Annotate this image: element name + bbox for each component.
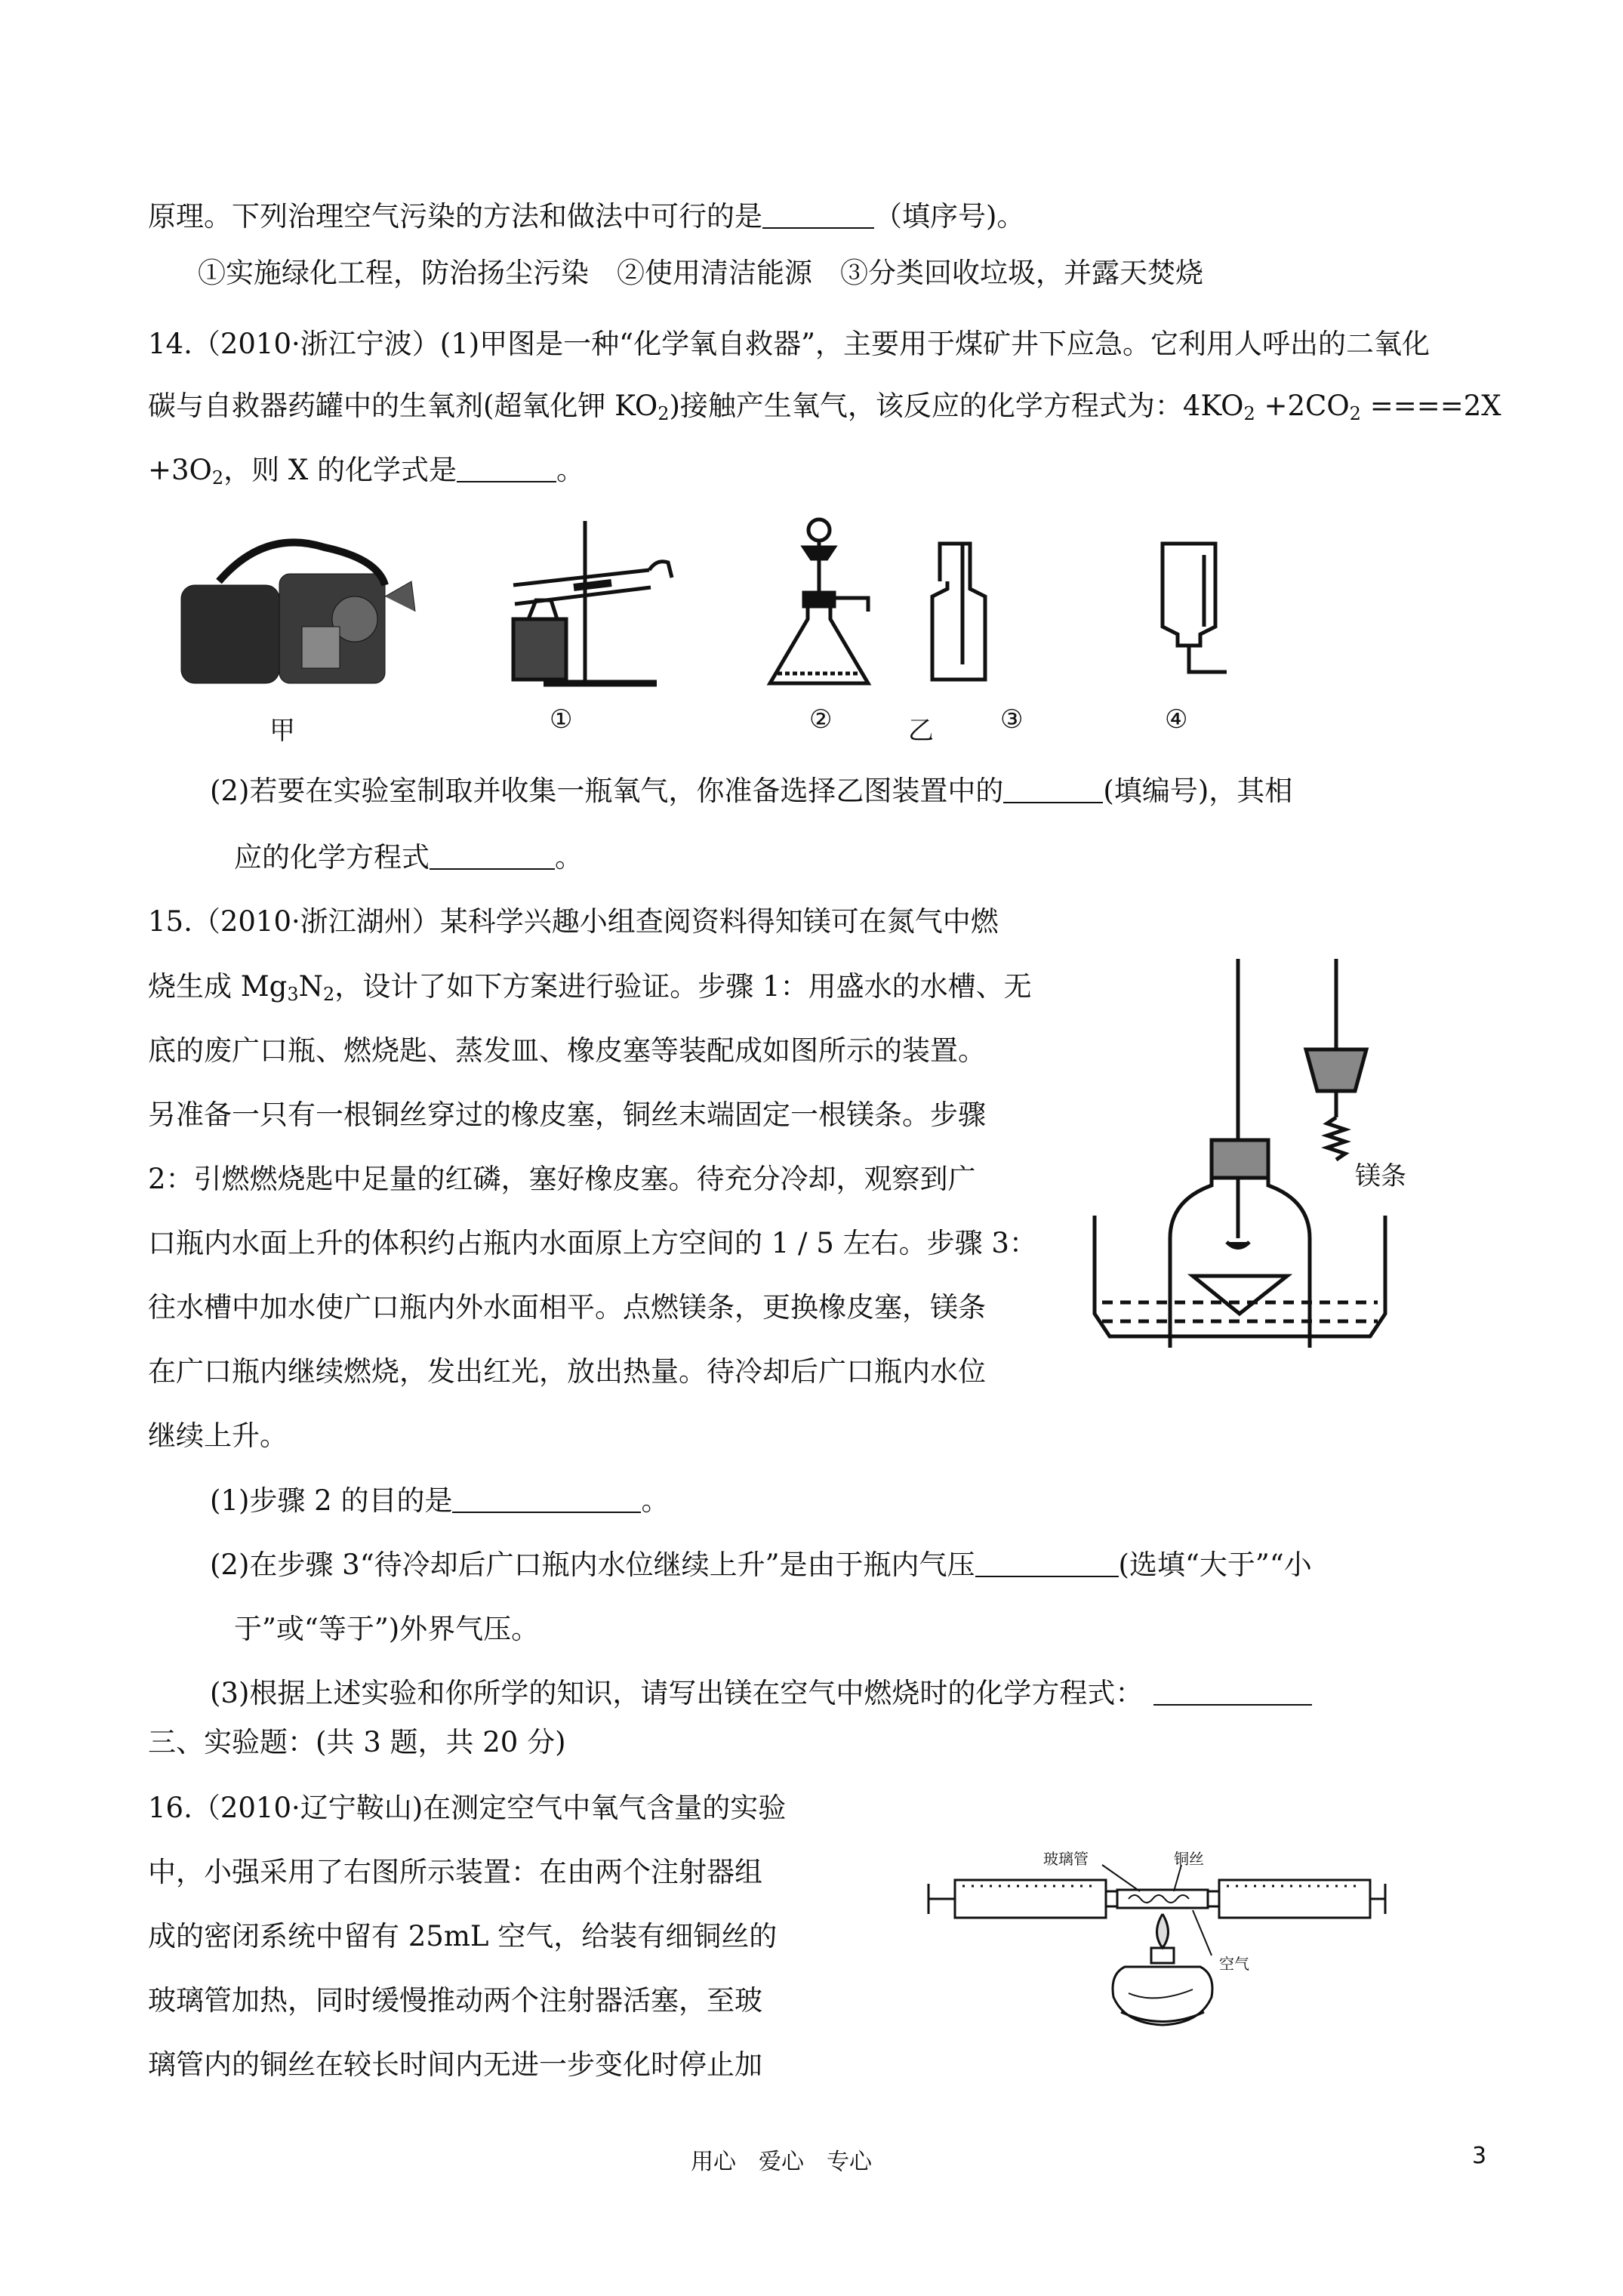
question-15-sub1 [210,1482,669,1520]
text: （填序号)。 [874,200,1025,233]
question-15-line: 15.（2010·浙江湖州）某科学兴趣小组查阅资料得知镁可在氮气中燃 [148,905,999,938]
figure-label-3: ③ [1000,704,1024,735]
text: (填编号)，其相 [1103,775,1293,807]
question-14-line: 14.（2010·浙江宁波）(1)甲图是一种“化学氧自救器”，主要用于煤矿井下应急。它利用人呼出的二氧化 [148,328,1431,360]
answer-blank [457,454,556,482]
copper-wire-label: 铜丝 [1174,1850,1204,1868]
answer-blank [452,1484,641,1513]
text-line [148,198,1024,236]
text: ====2X [1360,390,1501,422]
question-15-line: 在广口瓶内继续燃烧，发出红光，放出热量。待冷却后广口瓶内水位 [148,1355,986,1388]
text: 烧生成 Mg [148,970,288,1003]
footer-slogan: 用心 爱心 专心 [691,2149,872,2175]
subscript: 2 [211,467,224,488]
question-15-sub3 [210,1675,1312,1712]
text: (选填“大于”“小 [1118,1549,1312,1581]
answer-blank [975,1549,1119,1577]
text: +3O [148,454,212,486]
conical-flask-setup-image [770,519,868,683]
oxygen-self-rescuer-image [181,542,415,683]
text: 。 [555,841,583,874]
figure-label-4: ④ [1165,704,1188,735]
figure-label-2: ② [809,704,833,735]
subscript: 3 [287,984,299,1005]
question-16-line: 成的密闭系统中留有 25mL 空气，给装有细铜丝的 [148,1920,778,1952]
text: (1)步骤 2 的目的是 [210,1484,453,1517]
question-15-line: 口瓶内水面上升的体积约占瓶内水面原上方空间的 1 / 5 左右。步骤 3： [148,1227,1037,1259]
test-tube-setup-image [513,521,672,683]
answer-blank [762,200,874,229]
text: N [298,970,323,1003]
collection-bottle-inverted-image [1163,544,1227,672]
subscript: 2 [1349,403,1361,424]
question-15-line: 继续上升。 [148,1419,288,1452]
text: 应的化学方程式 [234,841,430,874]
question-14-line [148,451,584,489]
text: 。 [641,1484,670,1517]
question-16-line: 中，小强采用了右图所示装置：在由两个注射器组 [148,1856,762,1888]
text: )接触产生氧气，该反应的化学方程式为：4KO [669,390,1244,422]
text: ，设计了如下方案进行验证。步骤 1：用盛水的水槽、无 [334,970,1032,1003]
figure-label-yi: 乙 [908,716,934,746]
question-15-line: 另准备一只有一根铜丝穿过的橡皮塞，铜丝末端固定一根镁条。步骤 [148,1099,986,1131]
text: 原理。下列治理空气污染的方法和做法中可行的是 [148,200,762,233]
question-14-part2 [210,772,1292,810]
subscript: 2 [658,403,670,424]
text: (2)若要在实验室制取并收集一瓶氧气，你准备选择乙图装置中的 [210,775,1004,807]
page-number: 3 [1472,2143,1487,2169]
syringe-apparatus-figure [913,1842,1397,2054]
text: 。 [556,454,585,486]
glass-tube-label: 玻璃管 [1043,1850,1089,1868]
subscript: 2 [1243,403,1255,424]
question-15-line: 底的废广口瓶、燃烧匙、蒸发皿、橡皮塞等装配成如图所示的装置。 [148,1034,986,1067]
section-heading: 三、实验题：(共 3 题，共 20 分) [148,1726,566,1758]
text: +2CO [1255,390,1350,422]
text: 碳与自救器药罐中的生氧剂(超氧化钾 KO [148,390,658,422]
magnesium-strip-label: 镁条 [1355,1161,1406,1191]
question-16-line: 璃管内的铜丝在较长时间内无进一步变化时停止加 [148,2048,762,2081]
text: (3)根据上述实验和你所学的知识，请写出镁在空气中燃烧时的化学方程式： [210,1677,1144,1709]
answer-blank [430,841,555,870]
figure-label-jia: 甲 [269,716,295,746]
figure-label-1: ① [550,704,573,735]
collection-bottle-upward-image [932,544,985,680]
question-15-sub2: 于”或“等于”)外界气压。 [234,1613,540,1645]
answer-blank [1153,1677,1312,1706]
question-16-line: 玻璃管加热，同时缓慢推动两个注射器活塞，至玻 [148,1984,762,2017]
text-line: ①实施绿化工程，防治扬尘污染 ②使用清洁能源 ③分类回收垃圾，并露天焚烧 [198,257,1203,289]
question-15-line [148,968,1032,1006]
question-14-part2 [234,839,583,877]
subscript: 2 [323,984,335,1005]
answer-blank [1003,775,1103,803]
apparatus-figure [174,513,1381,755]
question-15-sub2 [210,1546,1312,1584]
question-14-line [148,387,1501,425]
magnesium-burning-apparatus-figure [1072,951,1404,1359]
question-16-line: 16.（2010·辽宁鞍山)在测定空气中氧气含量的实验 [148,1792,787,1824]
air-label: 空气 [1219,1955,1249,1973]
text: ，则 X 的化学式是 [223,454,457,486]
text: (2)在步骤 3“待冷却后广口瓶内水位继续上升”是由于瓶内气压 [210,1549,975,1581]
question-15-line: 2：引燃燃烧匙中足量的红磷，塞好橡皮塞。待充分冷却，观察到广 [148,1163,976,1195]
question-15-line: 往水槽中加水使广口瓶内外水面相平。点燃镁条，更换橡皮塞，镁条 [148,1291,986,1324]
